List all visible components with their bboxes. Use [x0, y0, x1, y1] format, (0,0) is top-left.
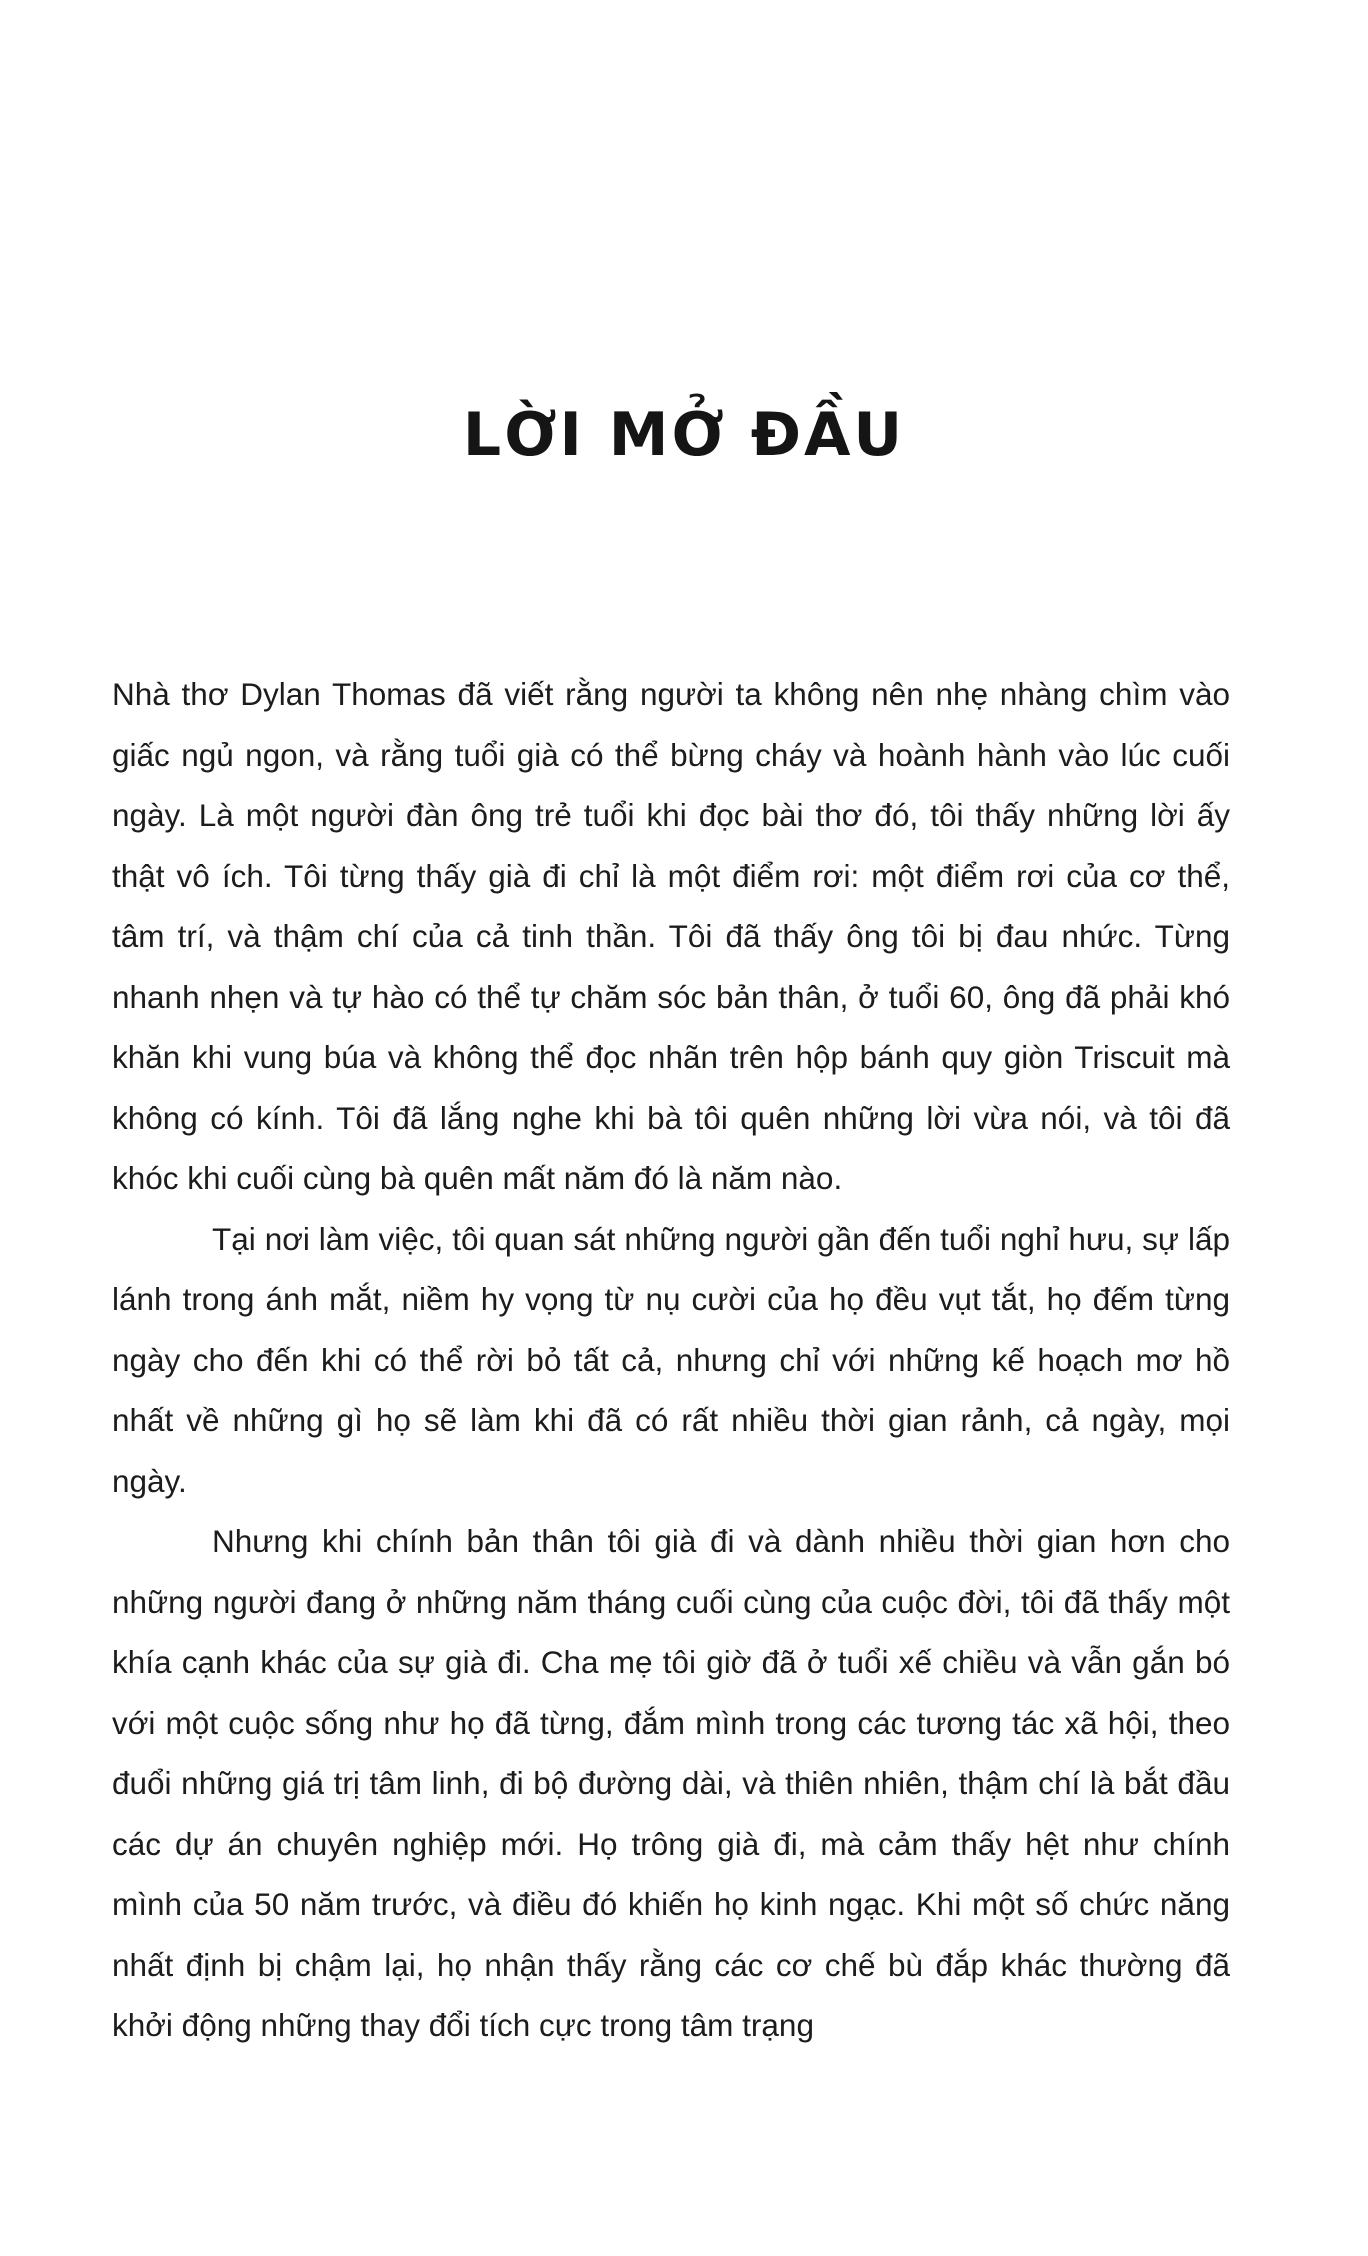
chapter-title: LỜI MỞ ĐẦU [462, 400, 906, 470]
body-text [112, 664, 1230, 2056]
paragraph-2: Tại nơi làm việc, tôi quan sát những người gần đến tuổi nghỉ hưu, sự lấp lánh trong ánh mắt, niềm hy vọng từ nụ cười của họ đều vụt tắt, họ đếm từng ngày cho đến khi có thể rời bỏ tất cả, nhưng chỉ với những kế hoạch mơ hồ nhất về những gì họ sẽ làm khi đã có rất nhiều thời gian rảnh, cả ngày, mọi ngày. [112, 1220, 1230, 1499]
paragraph-1: Nhà thơ Dylan Thomas đã viết rằng người ta không nên nhẹ nhàng chìm vào giấc ngủ ngon, và rằng tuổi già có thể bừng cháy và hoành hành vào lúc cuối ngày. Là một người đàn ông trẻ tuổi khi đọc bài thơ đó, tôi thấy những lời ấy thật vô ích. Tôi từng thấy già đi chỉ là một điểm rơi: một điểm rơi của cơ thể, tâm trí, và thậm chí của cả tinh thần. Tôi đã thấy ông tôi bị đau nhức. Từng nhanh nhẹn và tự hào có thể tự chăm sóc bản thân, ở tuổi 60, ông đã phải khó khăn khi vung búa và không thể đọc nhãn trên hộp bánh quy giòn Triscuit mà không có kính. Tôi đã lắng nghe khi bà tôi quên những lời vừa nói, và tôi đã khóc khi cuối cùng bà quên mất năm đó là năm nào. [112, 676, 1230, 1196]
paragraph-3: Nhưng khi chính bản thân tôi già đi và dành nhiều thời gian hơn cho những người đang ở những năm tháng cuối cùng của cuộc đời, tôi đã thấy một khía cạnh khác của sự già đi. Cha mẹ tôi giờ đã ở tuổi xế chiều và vẫn gắn bó với một cuộc sống như họ đã từng, đắm mình trong các tương tác xã hội, theo đuổi những giá trị tâm linh, đi bộ đường dài, và thiên nhiên, thậm chí là bắt đầu các dự án chuyên nghiệp mới. Họ trông già đi, mà cảm thấy hệt như chính mình của 50 năm trước, và điều đó khiến họ kinh ngạc. Khi một số chức năng nhất định bị chậm lại, họ nhận thấy rằng các cơ chế bù đắp khác thường đã khởi động những thay đổi tích cực trong tâm trạng [112, 1523, 1230, 2043]
